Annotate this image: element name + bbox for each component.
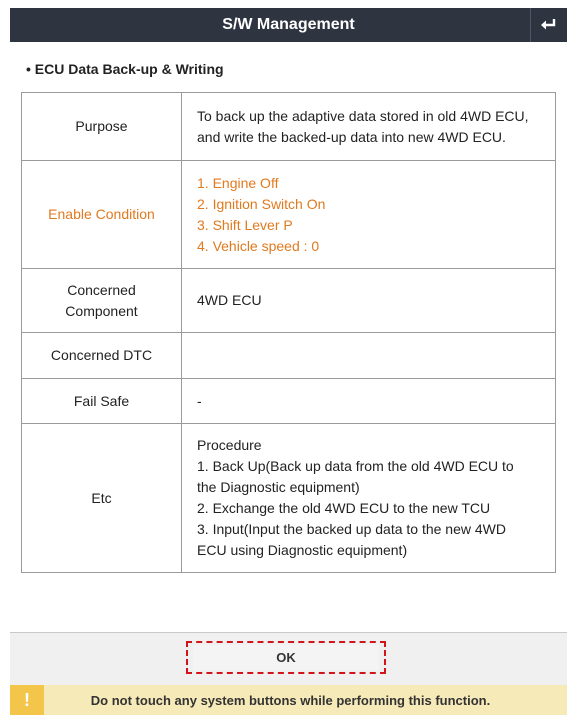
value-line: 4. Vehicle speed : 0	[197, 237, 320, 254]
value-line: ECU using Diagnostic equipment)	[197, 542, 408, 558]
table-row	[22, 93, 556, 161]
value-line: 3. Input(Input the backed up data to the new 4WD	[197, 521, 506, 537]
info-table	[21, 92, 556, 573]
ok-button[interactable]: OK	[193, 645, 379, 670]
row-value-enable-condition	[182, 161, 556, 269]
table-row	[22, 424, 556, 573]
title-bar	[10, 8, 567, 42]
table-row	[22, 333, 556, 379]
row-value-purpose	[182, 93, 556, 161]
value-line: the Diagnostic equipment)	[197, 479, 360, 495]
value-line: 4WD ECU	[197, 292, 262, 308]
section-title: • ECU Data Back-up & Writing	[26, 61, 224, 77]
page-title: S/W Management	[222, 16, 355, 33]
warning-message: Do not touch any system buttons while performing this function.	[90, 692, 491, 708]
table-row	[22, 161, 556, 269]
value-line: To back up the adaptive data stored in old 4WD ECU,	[197, 107, 529, 124]
value-line: 1. Back Up(Back up data from the old 4WD ECU to	[197, 458, 514, 474]
row-value-concerned-component	[182, 269, 556, 333]
value-line: 2. Exchange the old 4WD ECU to the new TCU	[197, 500, 491, 516]
table-row	[22, 379, 556, 424]
return-arrow-icon	[540, 17, 558, 33]
row-label-fail-safe: Fail Safe	[22, 379, 182, 424]
label-line: Concerned	[67, 281, 136, 298]
row-value-fail-safe	[182, 379, 556, 424]
ok-highlight-frame	[186, 641, 386, 674]
label-line: Component	[65, 302, 138, 319]
value-line: -	[197, 392, 202, 409]
row-value-concerned-dtc	[182, 333, 556, 379]
value-line: 3. Shift Lever P	[197, 216, 293, 233]
back-button[interactable]	[530, 8, 567, 42]
table-row	[22, 269, 556, 333]
value-line: 1. Engine Off	[197, 174, 279, 191]
row-value-etc	[182, 424, 556, 573]
value-line: and write the backed-up data into new 4WD ECU.	[197, 128, 506, 145]
row-label-concerned-component	[22, 269, 182, 333]
row-label-enable-condition: Enable Condition	[22, 161, 182, 269]
exclamation-icon: !	[10, 685, 44, 715]
value-line: Procedure	[197, 437, 262, 453]
row-label-etc: Etc	[22, 424, 182, 573]
row-label-purpose: Purpose	[22, 93, 182, 161]
warning-bar	[10, 685, 567, 715]
row-label-concerned-dtc: Concerned DTC	[22, 333, 182, 379]
value-line: 2. Ignition Switch On	[197, 195, 326, 212]
